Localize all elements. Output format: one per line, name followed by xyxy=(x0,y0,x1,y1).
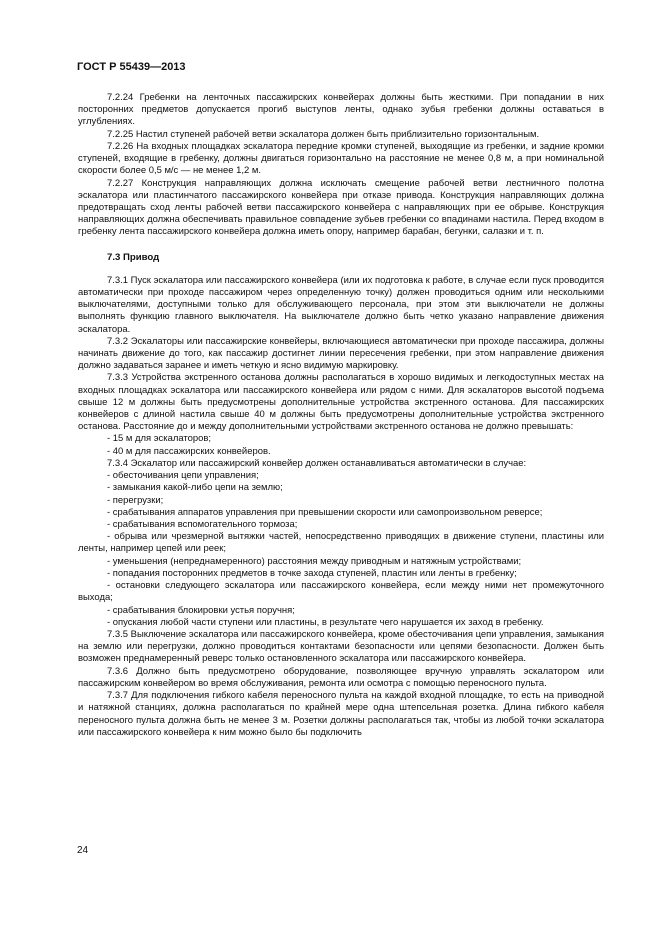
paragraph-7-3-7: 7.3.7 Для подключения гибкого кабеля переносного пульта на каждой входной площадке, то есть на приводной и натяжной станциях, должна располагаться по крайней мере одна штепсельная розетка. Длина гибкого кабеля переносного пульта должна быть не менее 3 м. Розетки должны располагаться так, чтобы из любой точки эскалатора или пассажирского конвейера к ним можно было бы подключить xyxy=(78,690,604,738)
list-item: - уменьшения (непреднамеренного) расстояния между приводным и натяжным устройствами; xyxy=(107,555,522,567)
paragraph-7-3-5: 7.3.5 Выключение эскалатора или пассажирского конвейера, кроме обесточивания цепи управления, замыкания на землю или перегрузки, должно проводиться контактами безопасности или цепями безопасности. Должен быть возможен преднамеренный реверс только остановленного эскалатора или пассажирского конвейера. xyxy=(78,628,604,665)
list-item: - обесточивания цепи управления; xyxy=(107,470,259,482)
list-item: - обрыва или чрезмерной вытяжки частей, непосредственно приводящих в движение ступени, пластины или ленты, например цепей или реек; xyxy=(78,531,604,555)
paragraph-7-2-25: 7.2.25 Настил ступеней рабочей ветви эскалатора должен быть приблизительно горизонтальным. xyxy=(107,128,540,140)
list-item: - срабатывания аппаратов управления при превышении скорости или самопроизвольном реверсе; xyxy=(107,506,543,518)
list-item: - остановки следующего эскалатора или пассажирского конвейера, если между ними нет промежуточного выхода; xyxy=(78,580,604,604)
list-item: - замыкания какой-либо цепи на землю; xyxy=(107,482,283,494)
list-item: - срабатывания блокировки устья поручня; xyxy=(107,604,295,616)
document-body xyxy=(78,92,604,739)
list-item: - 40 м для пассажирских конвейеров. xyxy=(107,445,271,457)
paragraph-7-3-1: 7.3.1 Пуск эскалатора или пассажирского конвейера (или их подготовка к работе, в случае если пуск проводится автоматически при проходе пассажиром через определенную точку) должен проводиться одним или несколькими выключателями, доступными только для обслуживающего персонала, при этом эти выключатели не должны выполнять функцию главного выключателя. На выключателе должно быть четко указано направление движения эскалатора. xyxy=(78,274,604,335)
list-item: - опускания любой части ступени или пластины, в результате чего нарушается их заход в гребенку. xyxy=(107,616,544,628)
stop-conditions-list xyxy=(78,470,604,629)
list-item: - срабатывания вспомогательного тормоза; xyxy=(107,519,298,530)
paragraph-7-3-3: 7.3.3 Устройства экстренного останова должны располагаться в хорошо видимых и легкодоступных местах на входных площадках эскалатора или пассажирского конвейера или рядом с ними. Для эскалаторов высотой подъема свыше 12 м должны быть предусмотрены дополнительные устройства экстренного останова. Для пассажирских конвейеров с длиной настила свыше 40 м должны быть предусмотрены дополнительные устройства экстренного останова. Расстояние до и между дополнительными устройствами экстренного останова не должно превышать: xyxy=(78,372,604,433)
list-item: - попадания посторонних предметов в точке захода ступеней, пластин или ленты в гребенку; xyxy=(107,567,517,579)
paragraph-7-2-27: 7.2.27 Конструкция направляющих должна исключать смещение рабочей ветви лестничного полотна эскалатора или пластинчатого пассажирского конвейера при отказе привода. Конструкция направляющих должна предотвращать сход ленты рабочей ветви пассажирского конвейера с направляющих при ее обрыве. Конструкция направляющих должна обеспечивать правильное совпадение зубьев гребенки со впадинами настила. Перед входом в гребенку лента пассажирского конвейера должна иметь опору, например барабан, бегунки, салазки и т. п. xyxy=(78,177,604,238)
paragraph-7-3-4: 7.3.4 Эскалатор или пассажирский конвейер должен останавливаться автоматически в случае: xyxy=(107,457,527,469)
list-item: - перегрузки; xyxy=(107,494,164,506)
section-heading: 7.3 Привод xyxy=(107,251,160,263)
page-number: 24 xyxy=(77,845,89,856)
paragraph-7-3-6: 7.3.6 Должно быть предусмотрено оборудование, позволяющее вручную управлять эскалатором или пассажирским конвейером во время обслуживания, ремонта или осмотра с помощью переносного пульта. xyxy=(78,665,604,689)
paragraph-7-2-24: 7.2.24 Гребенки на ленточных пассажирских конвейерах должны быть жесткими. При попадании в них посторонних предметов допускается прогиб выступов ленты, однако зубья гребенки должны оставаться в углублениях. xyxy=(78,92,604,128)
paragraph-7-2-26: 7.2.26 На входных площадках эскалатора передние кромки ступеней, выходящие из гребенки, и задние кромки ступеней, входящие в гребенку, должны двигаться горизонтально на расстояние не менее 0,8 м, а при номинальной скорости более 0,5 м/с — не менее 1,2 м. xyxy=(78,140,604,177)
list-item: - 15 м для эскалаторов; xyxy=(107,433,212,445)
paragraph-7-3-2: 7.3.2 Эскалаторы или пассажирские конвейеры, включающиеся автоматически при проходе пассажира, должны начинать движение до того, как пассажир достигнет линии пересечения гребенки, при этом направление движения должно задаваться заранее и иметь четкую и ясно видимую маркировку. xyxy=(78,335,604,372)
document-header: ГОСТ Р 55439—2013 xyxy=(77,61,186,73)
